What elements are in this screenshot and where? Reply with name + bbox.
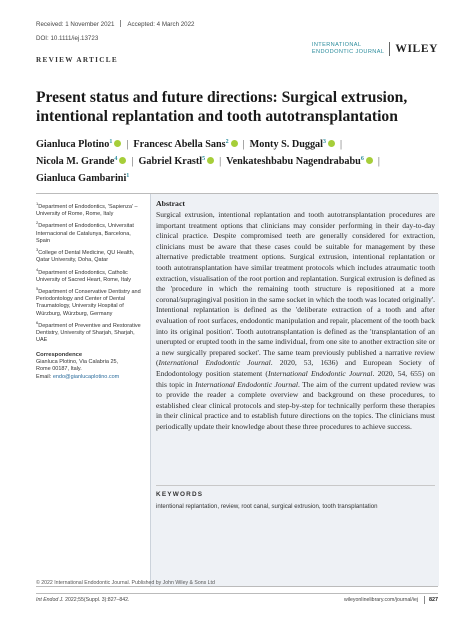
article-title: Present status and future directions: Surgical extrusion, intentional replantation and tooth autotransplantation (36, 89, 408, 125)
affiliation-marker: 2 (225, 139, 229, 145)
author-separator: | (126, 139, 129, 150)
section-label: REVIEW ARTICLE (36, 56, 118, 64)
keywords-list: intentional replantation, review, root canal, surgical extrusion, tooth transplantation (156, 503, 378, 510)
abstract-journal-ref: International Endodontic Journal (158, 358, 271, 368)
affiliation-marker: 1 (126, 173, 130, 179)
author-list (36, 135, 440, 186)
meta-separator (120, 20, 121, 27)
affiliation-number: 3 (36, 247, 39, 253)
copyright: © 2022 International Endodontic Journal. Published by John Wiley & Sons Ltd (36, 580, 215, 586)
email-link[interactable]: endo@gianlucaplotino.com (52, 373, 120, 380)
affiliation-number: 2 (36, 220, 39, 226)
author-name: Gianluca Plotino (36, 139, 110, 150)
author[interactable] (226, 156, 373, 167)
abstract-segment: . 2020, 53, 1636) and European Society of Endodontology position statement ( (156, 358, 435, 378)
abstract-text (156, 210, 435, 432)
author-name: Gianluca Gambarini (36, 173, 127, 184)
author[interactable] (133, 139, 237, 150)
affiliation-number: 5 (36, 285, 39, 291)
affiliation-marker: 6 (360, 156, 364, 162)
orcid-icon[interactable] (207, 157, 214, 164)
keywords-heading: KEYWORDS (156, 491, 204, 498)
footer-divider (36, 586, 438, 587)
abstract-segment: . The aim of the current updated review was to provide the reader a complete overview and background on these procedures, to established clear clinical protocols and step-by-step for technically perform these therapies in their clinical practice and to establish future directions on the topics. The clinicians must periodically update their knowledge about these three procedures to achieve success. (156, 379, 435, 431)
affiliation (36, 319, 144, 345)
author[interactable] (250, 139, 335, 150)
author-separator: | (131, 156, 134, 167)
abstract-heading: Abstract (156, 199, 186, 208)
correspondence-email (36, 374, 144, 381)
affiliation (36, 285, 144, 318)
affiliation (36, 219, 144, 245)
author-name: Venkateshbabu Nagendrababu (226, 156, 361, 167)
citation (36, 597, 129, 603)
journal-name (312, 42, 384, 55)
affiliation-text: Department of Preventive and Restorative Dentistry, University of Sharjah, Sharjah, UAE (36, 322, 141, 344)
citation-journal: Int Endod J. (36, 597, 64, 603)
affiliation (36, 266, 144, 284)
author-name: Francesc Abella Sans (133, 139, 226, 150)
affiliation-marker: 5 (202, 156, 206, 162)
abstract-journal-ref: International Endodontic Journal (267, 368, 373, 378)
affiliation-marker: 4 (114, 156, 118, 162)
abstract-segment: Surgical extrusion, intentional replantation and tooth autotransplantation procedures are important treatment options that clinicians may consider performing in their day-to-day clinical practice. Despite compromised teeth are generally considered for extraction, clinicians must be aware that these cases could be suitable for management by these alternative predictable treatment options. Surgical extrusion, intentional replantation or tooth autotransplantation have similar treatment protocols which includes atraumatic tooth extraction, visualisation of the root portion and replantation. Surgical extrusion is defined as the 'procedure in which the remaining tooth structure is repositioned at a more coronal/supragingival position in the same socket in which the tooth was located originally'. Intentional replantation is defined as the 'deliberate extraction of a tooth and after evaluation of root surfaces, endodontic manipulation and repair, placement of the tooth back into its original position'. Tooth autotransplantation is defined as the 'transplantation of an unerupted or erupted tooth in the same individual, from one site to another extraction site or a new surgically prepared socket'. The same team previously published a narrative review ( (156, 210, 435, 368)
author-name: Nicola M. Grande (36, 156, 115, 167)
doi[interactable]: DOI: 10.1111/iej.13723 (36, 35, 99, 42)
affiliation-marker: 3 (322, 139, 326, 145)
author-name: Monty S. Duggal (249, 139, 323, 150)
affiliation (36, 246, 144, 264)
orcid-icon[interactable] (231, 140, 238, 147)
affiliation (36, 200, 144, 218)
author[interactable] (36, 139, 121, 150)
author-separator: | (242, 139, 245, 150)
author-separator: | (219, 156, 222, 167)
keywords-divider (156, 485, 435, 486)
received-date: Received: 1 November 2021 (36, 21, 115, 28)
publisher-logo: WILEY (395, 43, 438, 55)
accepted-date: Accepted: 4 March 2022 (127, 21, 195, 28)
page-number-separator (424, 596, 425, 604)
author[interactable] (138, 156, 214, 167)
author-separator: | (377, 156, 380, 167)
affiliation-text: Department of Endodontics, Universitat Internacional de Catalunya, Barcelona, Spain (36, 223, 134, 244)
affiliation-marker: 1 (109, 139, 113, 145)
affiliation-text: Department of Conservative Dentistry and Periodontology and Center of Dental Traumatology, University Hospital of Würzburg, Würzburg, Germany (36, 288, 141, 317)
correspondence-address: Gianluca Plotino, Via Calabria 25, (36, 359, 119, 366)
abstract-segment: . 2020, 54, 655) on this topic in (156, 368, 436, 389)
affiliation-text: Department of Endodontics, Catholic University of Sacred Heart, Rome, Italy (36, 269, 132, 283)
author-separator: | (339, 139, 343, 150)
correspondence-heading: Correspondence (36, 351, 83, 358)
author-name: Gabriel Krastl (138, 156, 203, 167)
affiliation-text: College of Dental Medicine, QU Health, Qatar University, Doha, Qatar (36, 249, 135, 264)
correspondence-address: Rome 00187, Italy. (36, 366, 82, 373)
logo-divider (389, 42, 390, 56)
journal-url[interactable]: wileyonlinelibrary.com/journal/iej (344, 597, 418, 603)
abstract-journal-ref: International Endodontic Journal (195, 379, 298, 389)
orcid-icon[interactable] (119, 157, 126, 164)
email-label: Email: (36, 373, 53, 380)
orcid-icon[interactable] (114, 140, 121, 147)
page-number: 827 (429, 597, 438, 603)
footer-divider-lower (36, 593, 438, 594)
affiliation-number: 4 (36, 266, 39, 272)
affiliation-text: Department of Endodontics, 'Sapienza' – University of Rome, Rome, Italy (36, 203, 138, 218)
author[interactable] (36, 156, 126, 167)
author[interactable] (36, 173, 129, 184)
orcid-icon[interactable] (328, 140, 335, 147)
affiliation-number: 1 (36, 201, 39, 206)
journal-logo[interactable] (312, 42, 438, 56)
orcid-icon[interactable] (366, 157, 373, 164)
citation-details: 2022;55(Suppl. 3):827–842. (63, 597, 130, 603)
received-accepted-line (36, 20, 195, 28)
journal-name-line2: ENDODONTIC JOURNAL (311, 49, 385, 55)
journal-name-line1: INTERNATIONAL (311, 42, 362, 49)
affiliations (36, 200, 144, 381)
affiliation-number: 6 (36, 320, 39, 325)
